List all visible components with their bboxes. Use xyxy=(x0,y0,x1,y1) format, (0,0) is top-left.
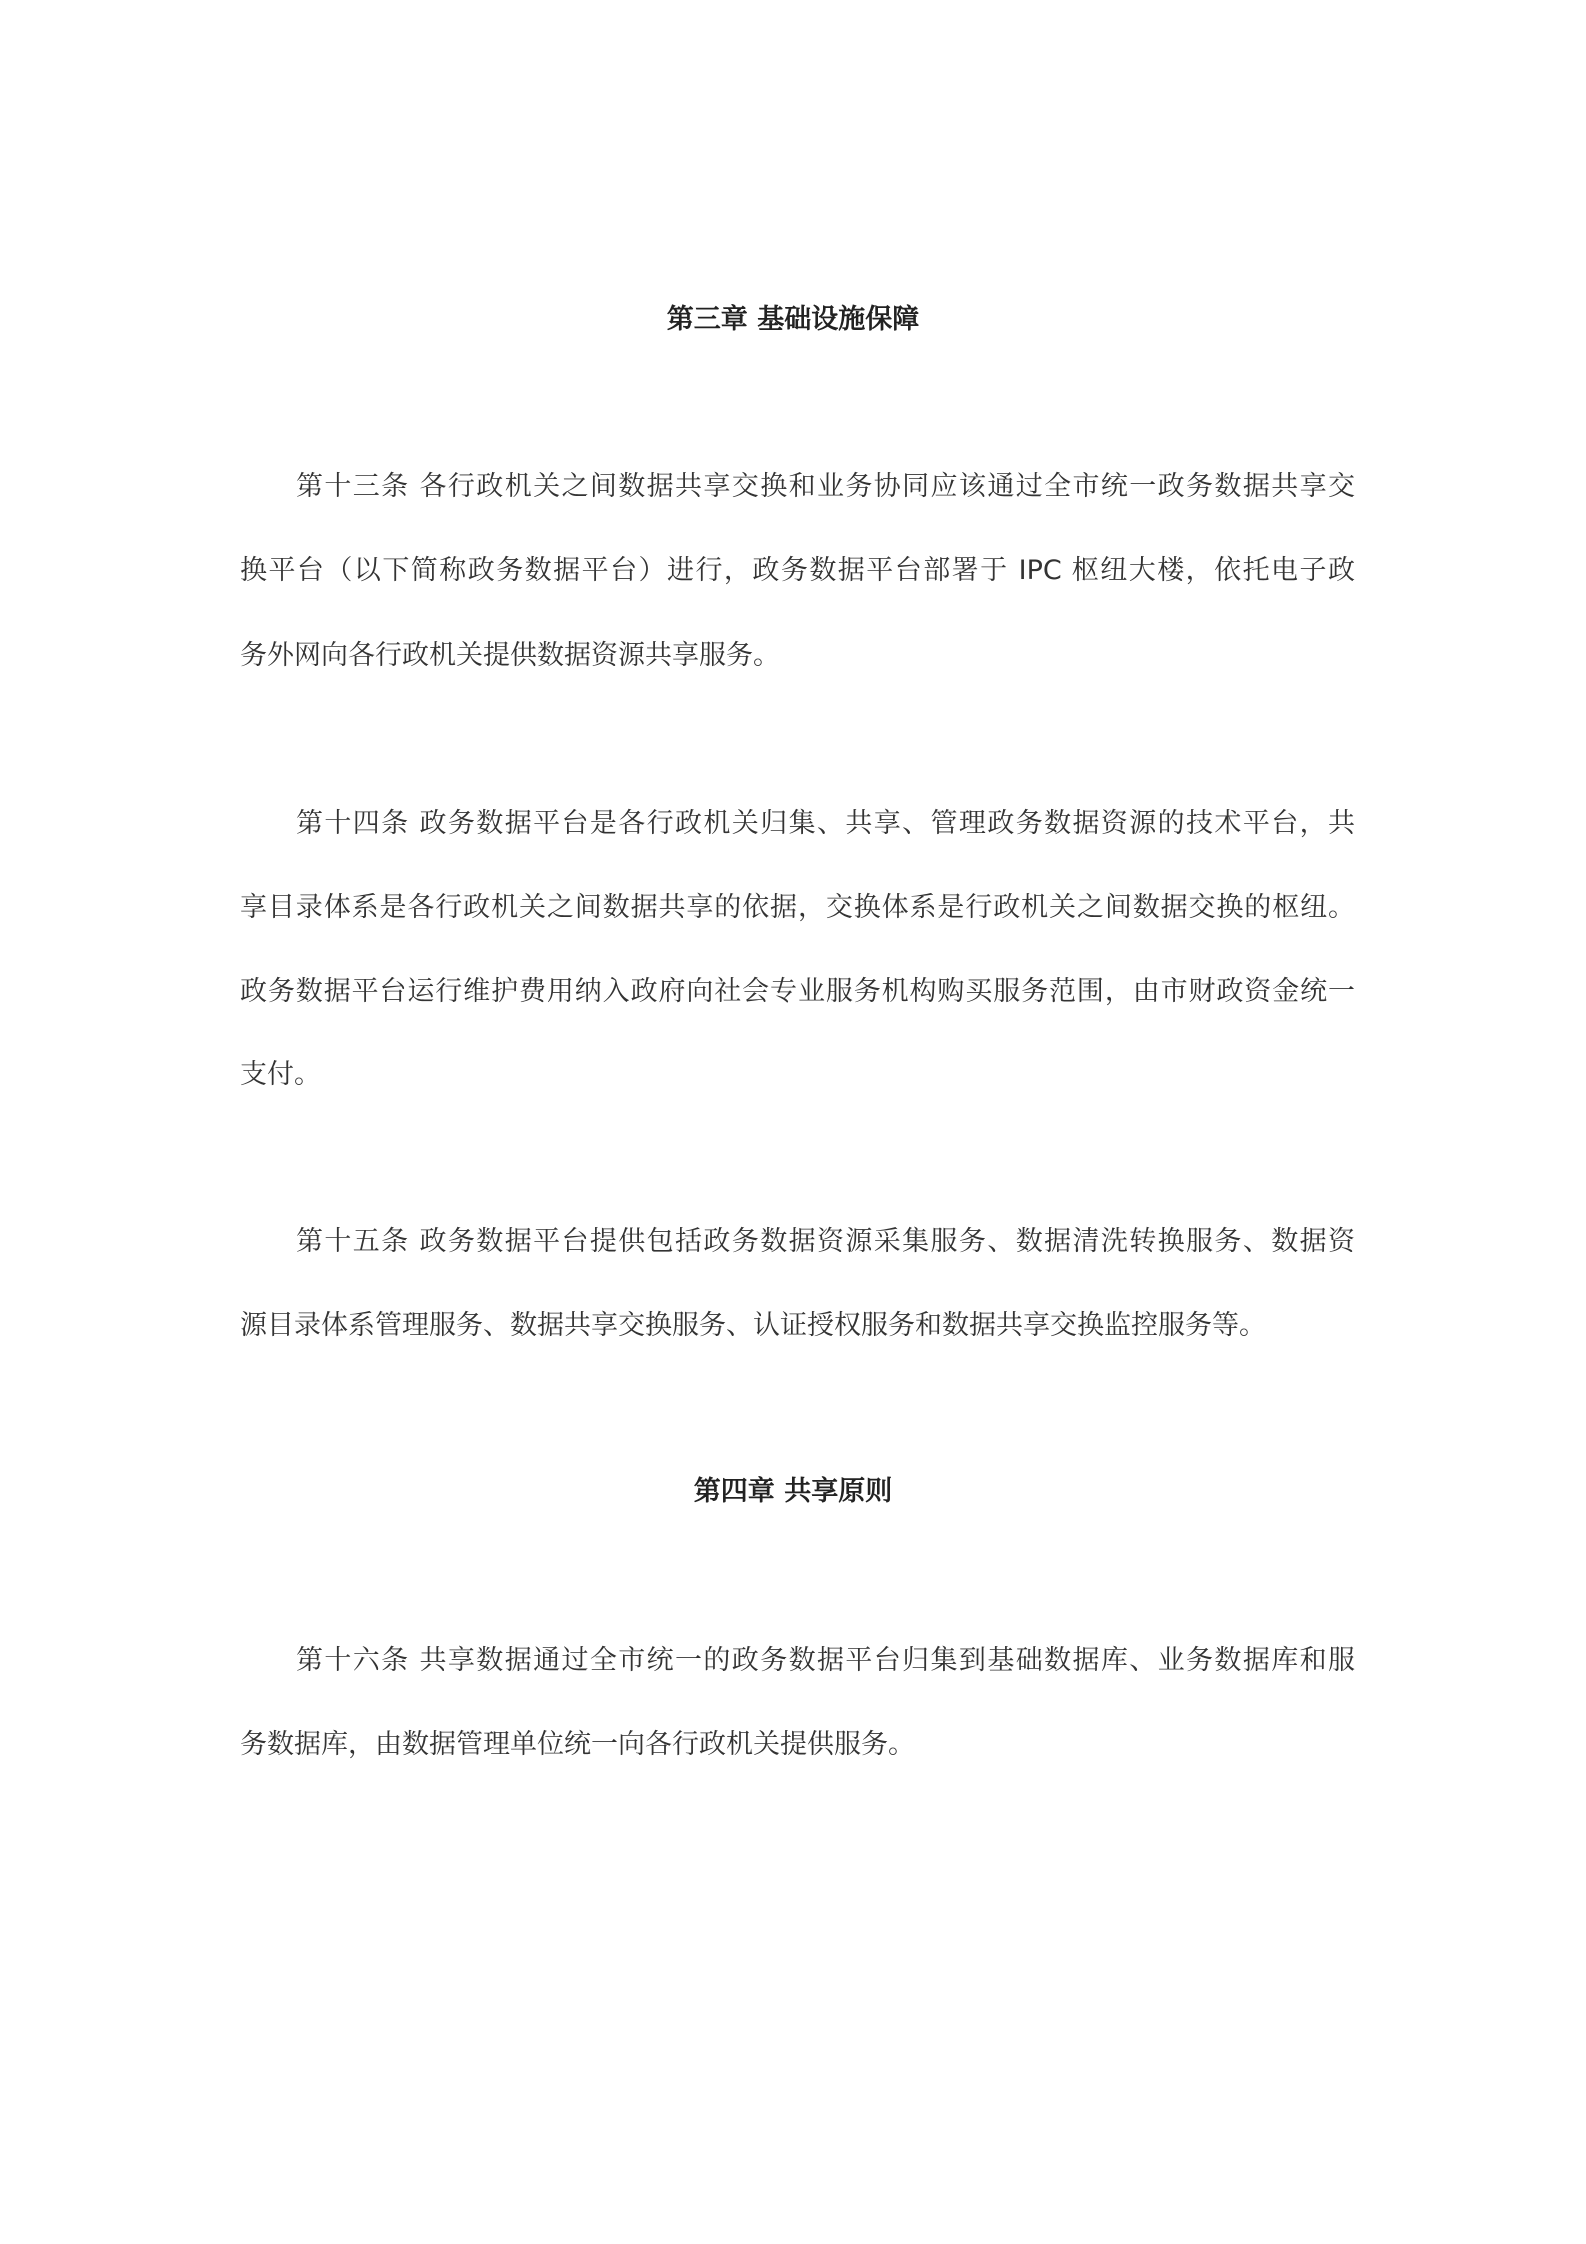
paragraph-line: 政务数据平台运行维护费用纳入政府向社会专业服务机构购买服务范围，由市财政资金统一 xyxy=(240,976,1355,1007)
paragraph-line: 务数据库，由数据管理单位统一向各行政机关提供服务。 xyxy=(240,1729,915,1760)
paragraph-line: 享目录体系是各行政机关之间数据共享的依据，交换体系是行政机关之间数据交换的枢纽。 xyxy=(240,892,1355,923)
paragraph-line: 务外网向各行政机关提供数据资源共享服务。 xyxy=(240,640,780,671)
paragraph-line: 源目录体系管理服务、数据共享交换服务、认证授权服务和数据共享交换监控服务等。 xyxy=(240,1310,1266,1341)
paragraph-line: 第十四条 政务数据平台是各行政机关归集、共享、管理政务数据资源的技术平台，共 xyxy=(296,808,1355,839)
paragraph-line: 第十六条 共享数据通过全市统一的政务数据平台归集到基础数据库、业务数据库和服 xyxy=(296,1645,1355,1676)
paragraph-line: 第十五条 政务数据平台提供包括政务数据资源采集服务、数据清洗转换服务、数据资 xyxy=(296,1226,1355,1257)
paragraph-line: 换平台（以下简称政务数据平台）进行，政务数据平台部署于 IPC 枢纽大楼，依托电子政 xyxy=(240,555,1355,586)
paragraph-line: 第十三条 各行政机关之间数据共享交换和业务协同应该通过全市统一政务数据共享交 xyxy=(296,471,1355,502)
chapter-3-heading: 第三章 基础设施保障 xyxy=(666,304,920,335)
chapter-4-heading: 第四章 共享原则 xyxy=(693,1476,893,1507)
paragraph-line: 支付。 xyxy=(240,1059,321,1090)
